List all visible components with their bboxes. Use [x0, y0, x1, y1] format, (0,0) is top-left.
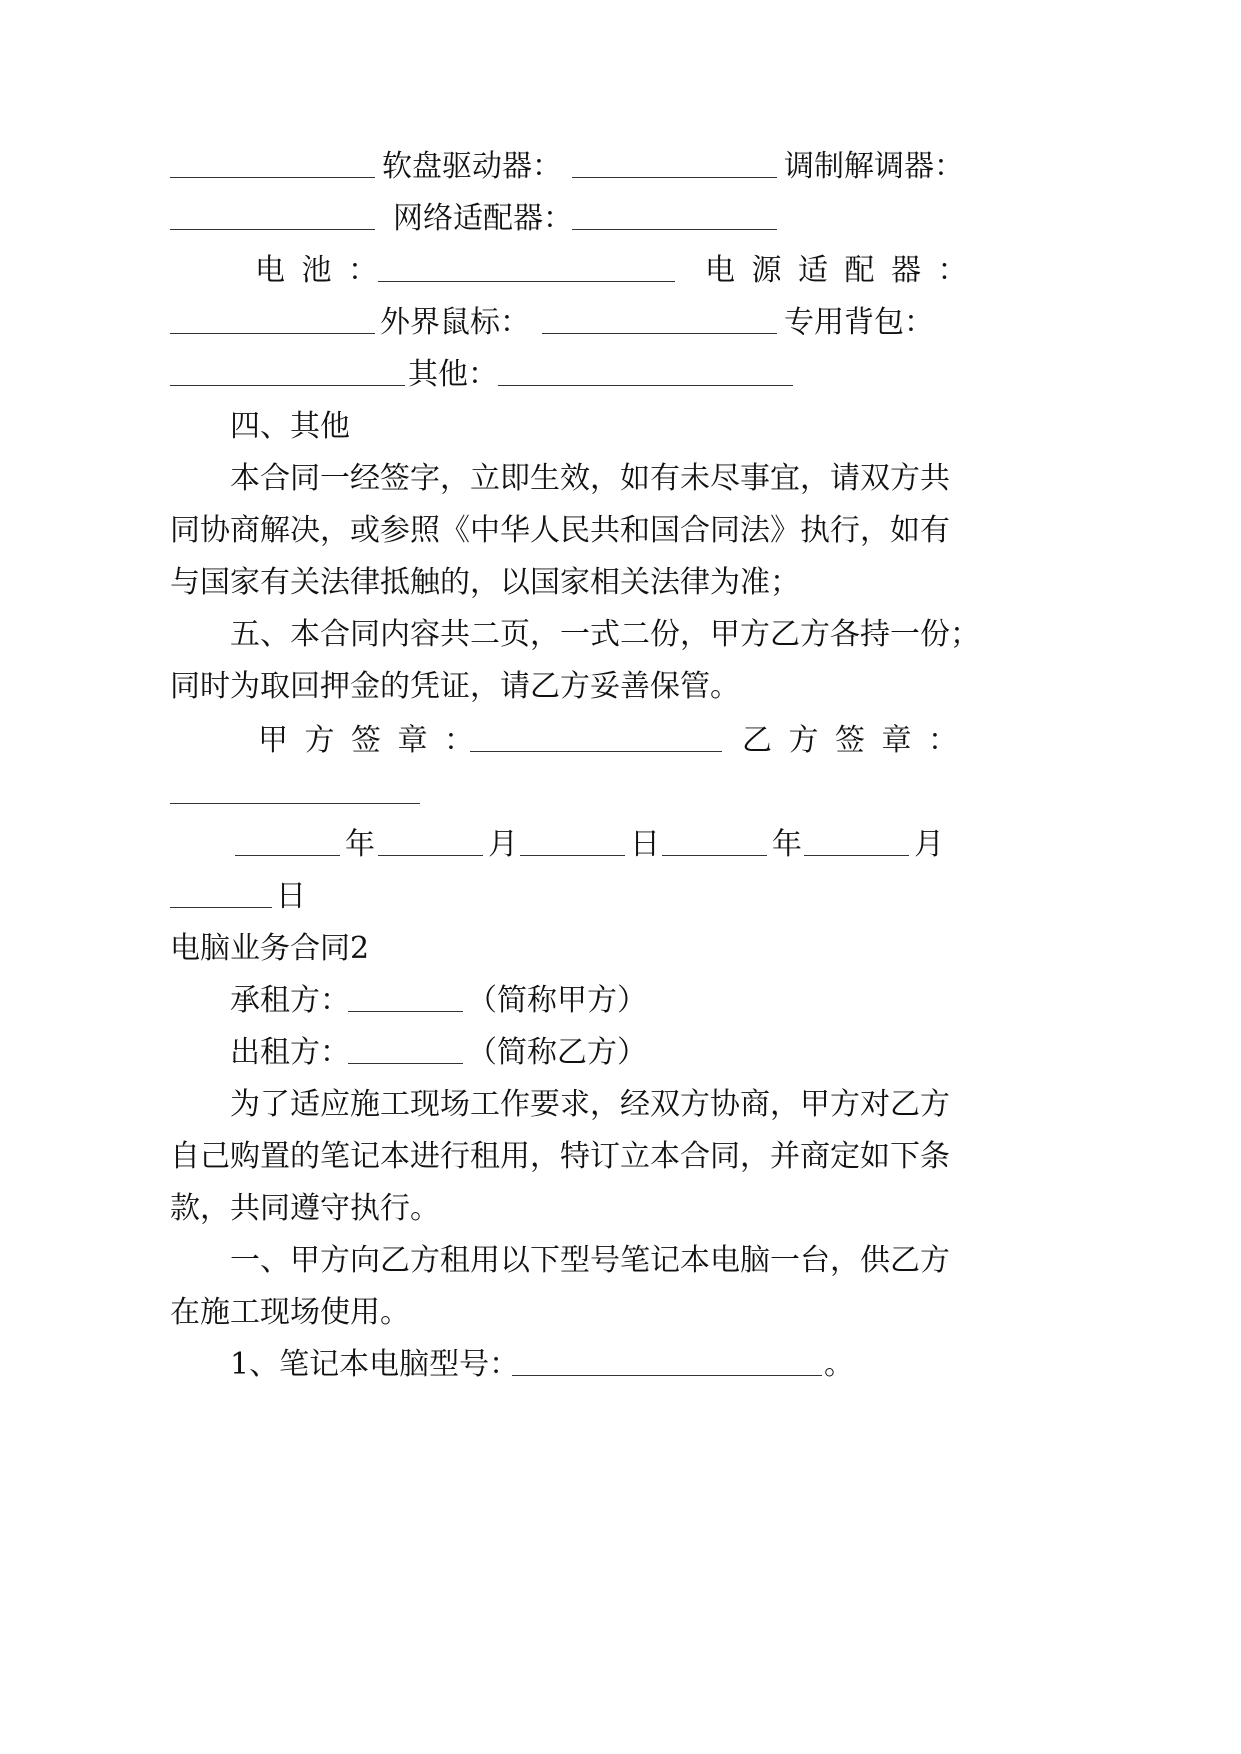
date-row [0, 825, 1241, 865]
paragraph-text: 本合同一经签字，立即生效，如有未尽事宜，请双方共 [230, 461, 950, 496]
section-4-heading-row [0, 407, 1241, 447]
model-blank[interactable] [512, 1375, 822, 1376]
modem-label: 调制解调器： [784, 149, 964, 184]
lessee-blank[interactable] [348, 1011, 463, 1012]
floppy-drive-label: 软盘驱动器： [382, 149, 562, 184]
model-end-mark: 。 [824, 1347, 854, 1382]
section-4-line-1 [0, 459, 1241, 499]
paragraph-text: 为了适应施工现场工作要求，经双方协商，甲方对乙方 [230, 1087, 950, 1122]
date-row-2 [0, 877, 1241, 917]
contract-2-title: 电脑业务合同2 [170, 931, 370, 966]
party-a-signature-blank[interactable] [470, 751, 722, 752]
clause-1-line-2 [0, 1293, 1241, 1333]
power-adapter-label: 电源适配器： [705, 253, 984, 288]
battery-label: 电池： [255, 253, 395, 288]
day-label: 日 [276, 879, 306, 914]
paragraph-text: 同协商解决，或参照《中华人民共和国合同法》执行，如有 [170, 513, 950, 548]
month-label: 月 [914, 827, 944, 862]
blank-line[interactable] [170, 177, 375, 178]
party-a-day-blank[interactable] [520, 855, 625, 856]
signature-row-2 [0, 773, 1241, 813]
party-a-month-blank[interactable] [378, 855, 483, 856]
paragraph-text: 款，共同遵守执行。 [170, 1191, 440, 1226]
lessor-abbreviation: （简称乙方） [467, 1035, 647, 1070]
intro-line-1 [0, 1085, 1241, 1125]
party-b-year-blank[interactable] [662, 855, 767, 856]
network-adapter-label: 网络适配器： [393, 201, 573, 236]
month-label: 月 [488, 827, 518, 862]
paragraph-text: 自己购置的笔记本进行租用，特订立本合同，并商定如下条 [170, 1139, 950, 1174]
section-4-line-3 [0, 563, 1241, 603]
day-label: 日 [630, 827, 660, 862]
bag-label: 专用背包： [784, 305, 934, 340]
party-b-signature-blank[interactable] [170, 803, 420, 804]
lessor-label: 出租方： [230, 1035, 350, 1070]
lessee-abbreviation: （简称甲方） [467, 983, 647, 1018]
paragraph-text: 在施工现场使用。 [170, 1295, 410, 1330]
lessor-row [0, 1033, 1241, 1073]
battery-blank[interactable] [378, 281, 675, 282]
year-label: 年 [345, 827, 375, 862]
signature-row [0, 721, 1241, 761]
other-label: 其他： [408, 357, 498, 392]
intro-line-3 [0, 1189, 1241, 1229]
paragraph-text: 与国家有关法律抵触的，以国家相关法律为准； [170, 565, 800, 600]
section-5-line-2 [0, 667, 1241, 707]
party-a-signature-label: 甲方签章： [258, 723, 491, 758]
floppy-drive-blank[interactable] [572, 177, 777, 178]
contract-2-title-row [0, 929, 1241, 969]
modem-blank[interactable] [170, 229, 375, 230]
paragraph-text: 五、本合同内容共二页，一式二份，甲方乙方各持一份； [230, 617, 980, 652]
bag-blank[interactable] [170, 385, 405, 386]
paragraph-text: 一、甲方向乙方租用以下型号笔记本电脑一台，供乙方 [230, 1243, 950, 1278]
party-b-day-blank[interactable] [170, 907, 272, 908]
model-label: 1、笔记本电脑型号： [230, 1347, 520, 1382]
section-4-line-2 [0, 511, 1241, 551]
power-adapter-blank[interactable] [170, 333, 375, 334]
external-mouse-blank[interactable] [542, 333, 777, 334]
party-b-month-blank[interactable] [804, 855, 909, 856]
other-blank[interactable] [498, 385, 793, 386]
year-label: 年 [772, 827, 802, 862]
party-a-year-blank[interactable] [235, 855, 340, 856]
intro-line-2 [0, 1137, 1241, 1177]
paragraph-text: 同时为取回押金的凭证，请乙方妥善保管。 [170, 669, 740, 704]
accessory-row-5 [0, 355, 1241, 395]
network-adapter-blank[interactable] [572, 229, 777, 230]
lessor-blank[interactable] [348, 1063, 463, 1064]
accessory-row-1 [0, 147, 1241, 187]
section-5-line-1 [0, 615, 1241, 655]
clause-1-line-1 [0, 1241, 1241, 1281]
accessory-row-3 [0, 251, 1241, 291]
accessory-row-2 [0, 199, 1241, 239]
accessory-row-4 [0, 303, 1241, 343]
model-row [0, 1345, 1241, 1385]
external-mouse-label: 外界鼠标： [380, 305, 530, 340]
lessee-row [0, 981, 1241, 1021]
lessee-label: 承租方： [230, 983, 350, 1018]
party-b-signature-label: 乙方签章： [742, 723, 975, 758]
section-4-heading: 四、其他 [230, 409, 350, 444]
